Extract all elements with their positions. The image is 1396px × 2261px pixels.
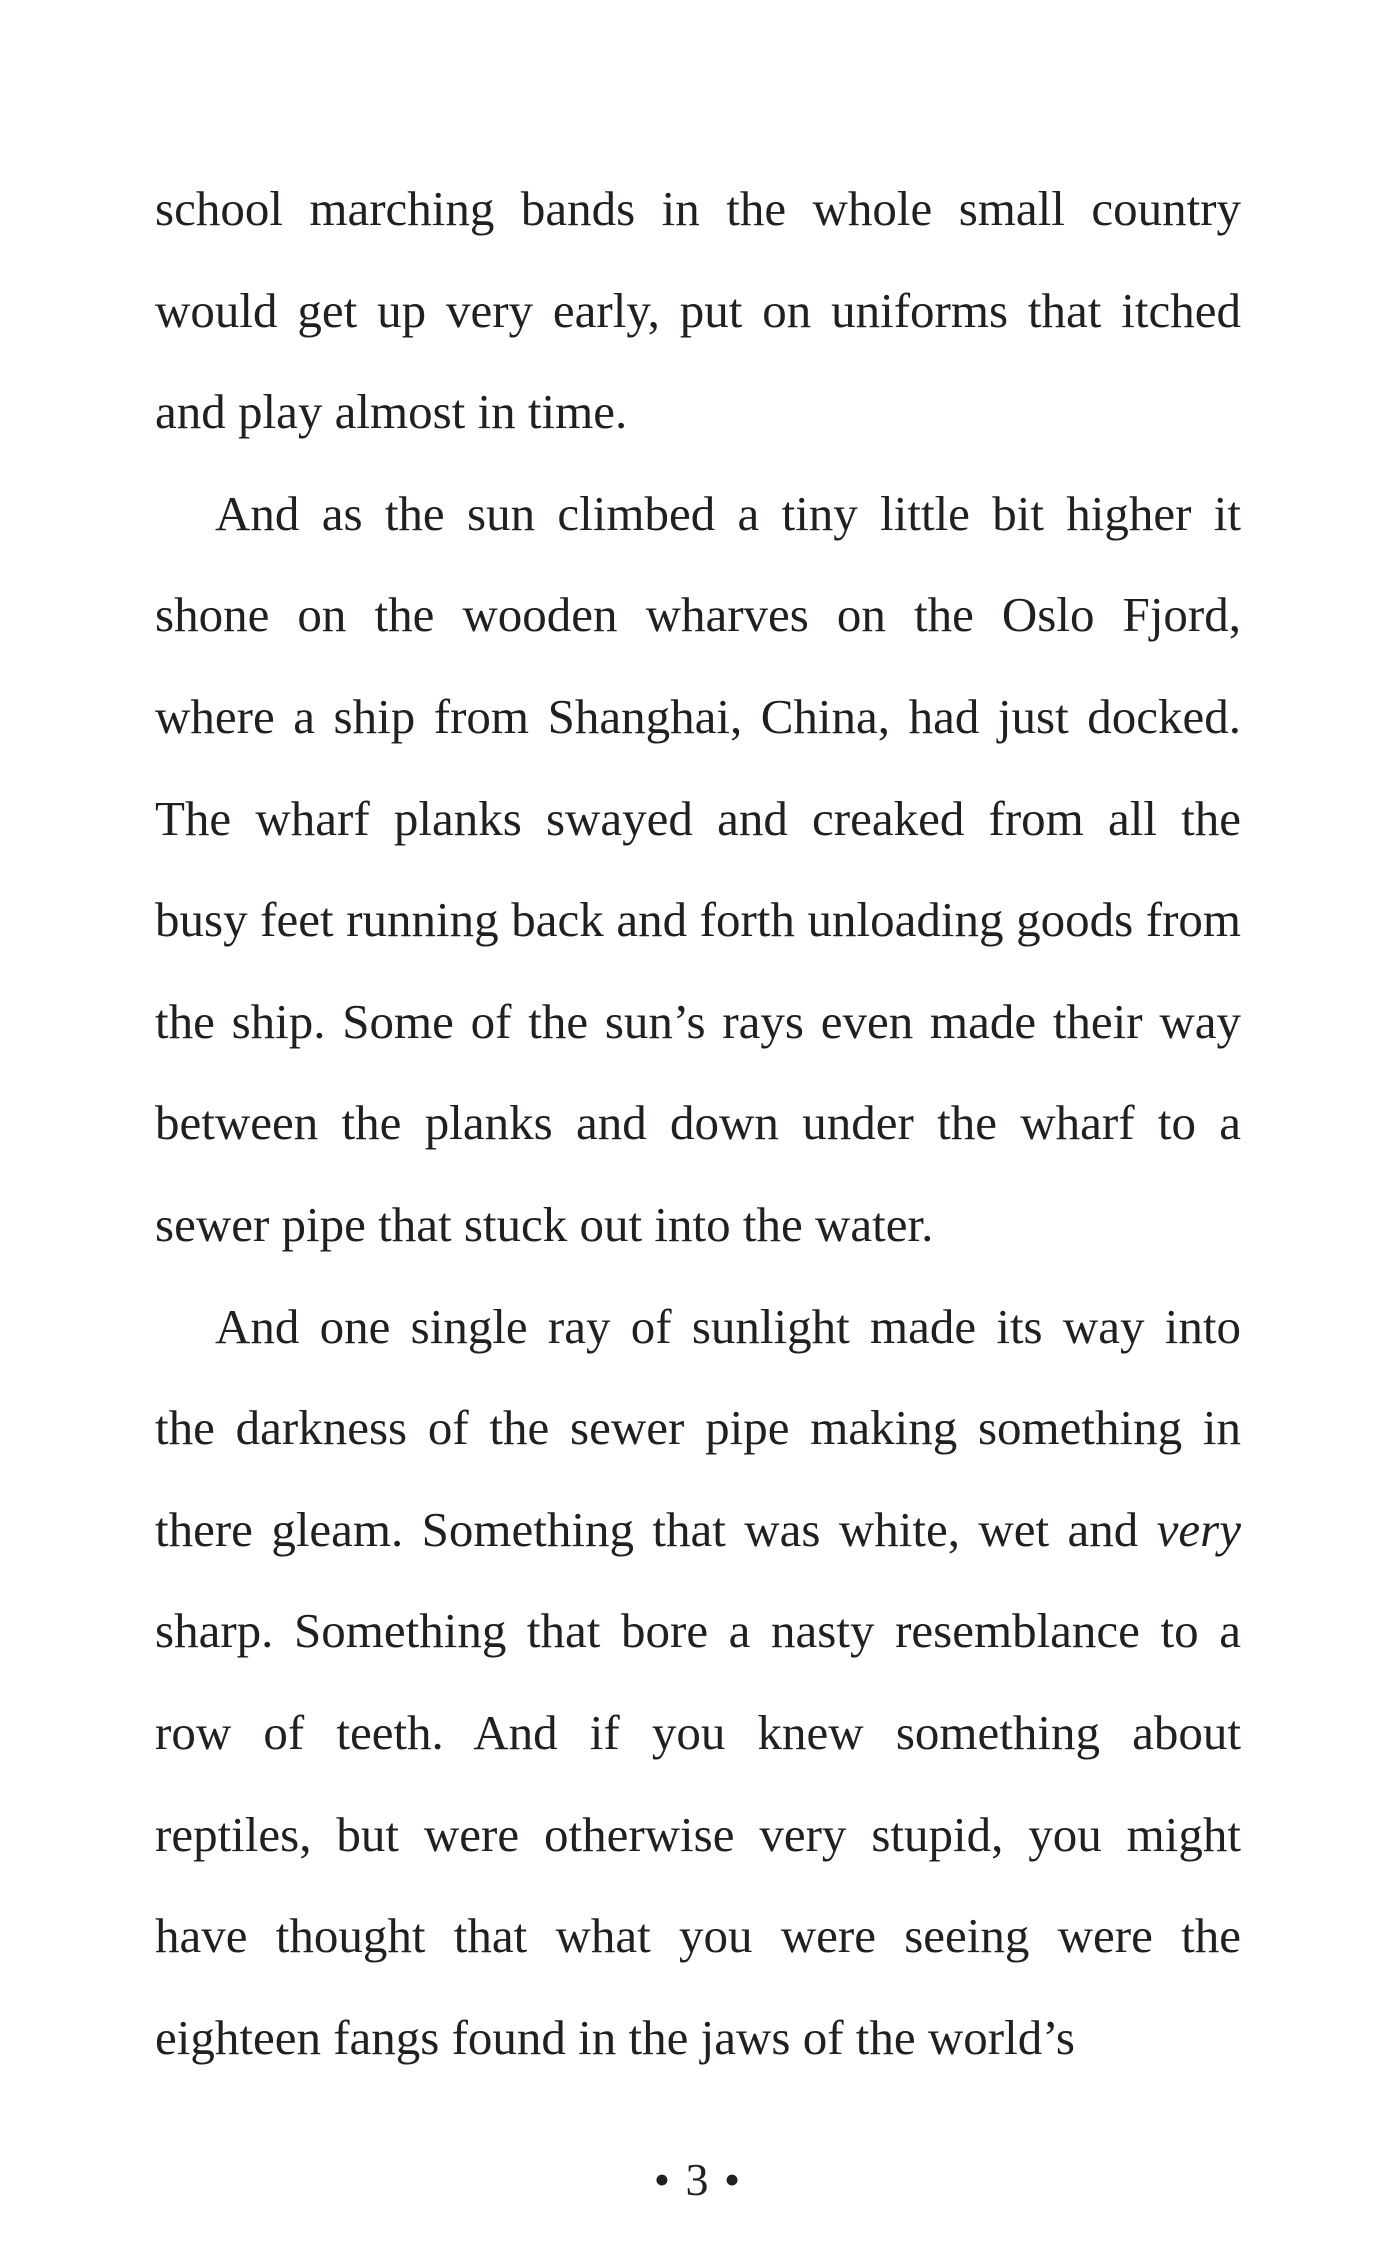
paragraph-2: And as the sun climbed a tiny little bit higher it shone on the wooden wharves on the Oslo Fjord, where a ship from Shanghai, China, had just docked. The wharf planks swayed and creaked from all the busy feet running back and forth unloading goods from the ship. Some of the sun’s rays even made their way between the planks and down under the wharf to a sewer pipe that stuck out into the water.	[155, 485, 1241, 1252]
paragraph-3-part-a: And one single ray of sunlight made its way into the darkness of the sewer pipe making something in there gleam. Something that was white, wet and	[155, 1298, 1241, 1557]
body-text	[155, 158, 1241, 2088]
paragraph-3-emphasis: very	[1156, 1501, 1241, 1557]
paragraph-3-part-b: sharp. Something that bore a nasty resemblance to a row of teeth. And if you knew something about reptiles, but were otherwise very stupid, you might have thought that what you were seeing were the eighteen fangs found in the jaws of the world’s	[155, 1603, 1241, 2065]
page-number: • 3 •	[653, 2154, 743, 2205]
paragraph-3	[155, 1276, 1241, 2089]
paragraph-1: school marching bands in the whole small country would get up very early, put on uniforms that itched and play almost in time.	[155, 181, 1241, 440]
